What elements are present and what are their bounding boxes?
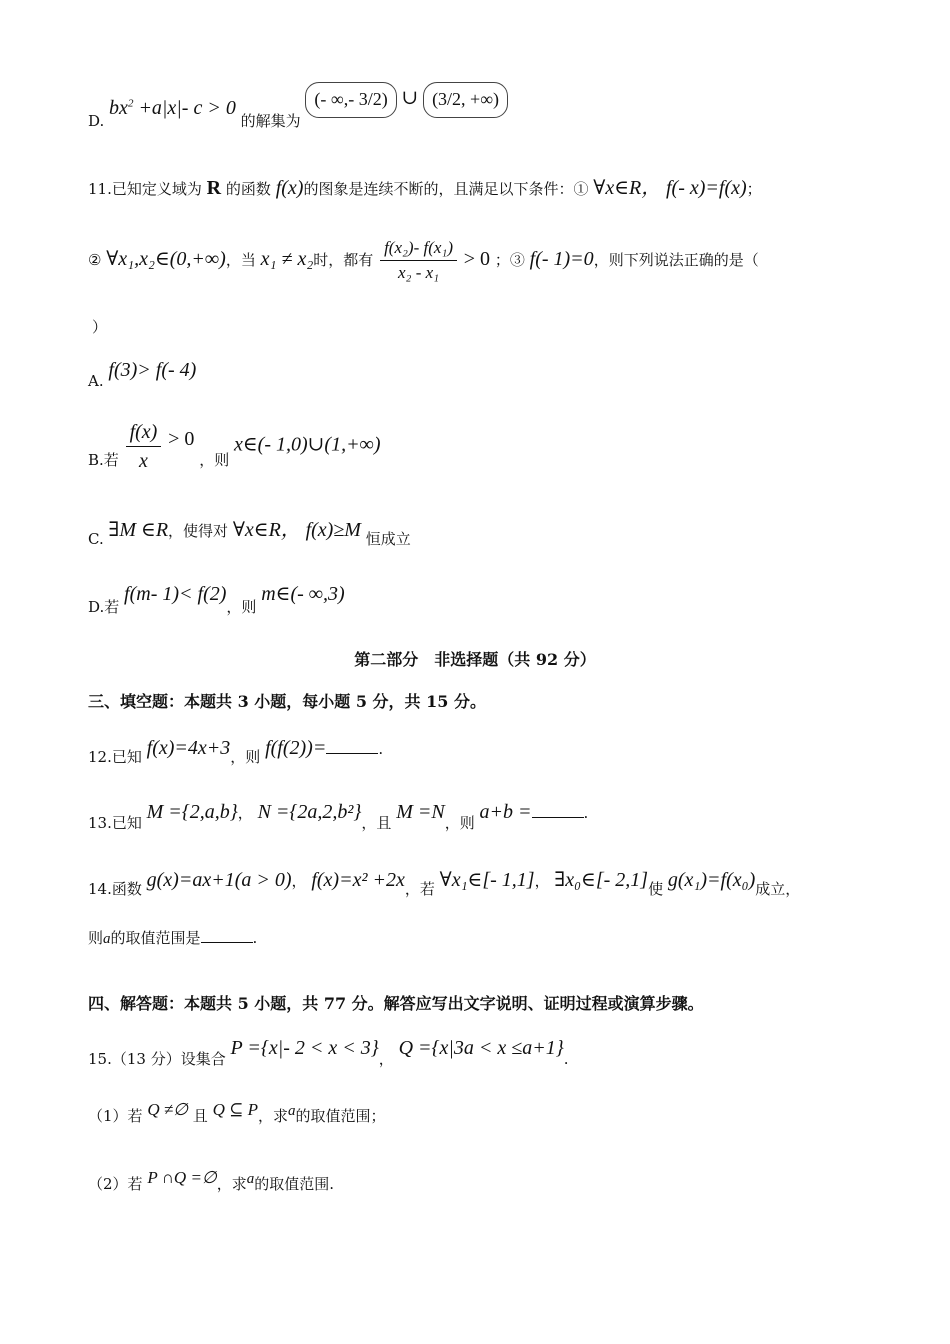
question-label: 14.函数	[88, 880, 142, 898]
math-expression: f(x)≥M	[305, 519, 361, 541]
math-expression: x∈(- 1,0)∪(1,+∞)	[233, 433, 381, 456]
math-expression: g(x₁)=f(x₀)	[667, 869, 756, 891]
text: .	[583, 804, 589, 822]
option-label: D.若	[88, 598, 120, 616]
option-label: C.	[88, 530, 104, 548]
text: ；③	[494, 250, 525, 269]
math-expression: $bx^2 +a|x|-$ c > 0	[109, 96, 236, 119]
math-g: g(x)=ax+1(a > 0)	[146, 869, 292, 891]
fraction	[380, 238, 457, 284]
text: 的解集为	[240, 111, 301, 130]
math-expression: m∈(- ∞,3)	[261, 583, 345, 605]
math-f: f(x)=x² +2x	[311, 869, 405, 891]
math-forall: ∀x₁∈[- 1,1]	[439, 869, 535, 891]
text: .	[378, 740, 384, 758]
answer-blank[interactable]	[532, 803, 584, 818]
q11-option-d	[88, 582, 345, 616]
q11-line-1	[88, 176, 762, 200]
option-label: D.	[88, 111, 105, 130]
fraction-denominator: x₂ - x₁	[398, 263, 440, 283]
math-expression: f(x)=4x+3	[146, 737, 231, 759]
math-exists: ∃x₀∈[- 2,1]	[554, 869, 649, 891]
math-cond1b: f(- x)=f(x)	[666, 177, 747, 199]
section-3-title: 三、填空题：本题共 3 小题，每小题 5 分，共 15 分。	[88, 692, 486, 711]
question-label: 15.（13 分）设集合	[88, 1050, 226, 1068]
text: ，则	[444, 814, 475, 832]
q10-option-d	[88, 82, 508, 130]
text: ，求	[216, 1175, 247, 1193]
q15	[88, 1036, 569, 1068]
question-label: 12.已知	[88, 748, 142, 766]
text: ，且	[361, 814, 392, 832]
fraction-numerator: f(x)	[126, 420, 162, 447]
text: 已知定义域为	[111, 180, 202, 198]
math-set-q: Q ={x|3a < x ≤a+1}	[398, 1037, 564, 1059]
text: 使	[648, 880, 664, 898]
q11-option-b	[88, 420, 380, 473]
text: .	[563, 1050, 569, 1068]
q14-line-1	[88, 868, 801, 898]
math-forall: ∀x∈R，	[232, 519, 301, 541]
q11-line-2	[88, 238, 759, 284]
text: .	[252, 929, 258, 947]
math-expression: a+b =	[479, 801, 532, 823]
text: 时，都有	[313, 250, 374, 269]
q11-close-paren: ）	[92, 318, 108, 336]
text: ，则下列说法正确的是（	[593, 250, 759, 269]
text: ，当	[225, 250, 256, 269]
text: ，求	[257, 1107, 288, 1125]
math-var: a	[246, 1171, 255, 1187]
text: 的取值范围.	[254, 1175, 335, 1193]
math-set-n: N ={2a,2,b²}	[257, 801, 362, 823]
math-expression: Q ⊆ P	[212, 1100, 258, 1119]
math-expression: f(f(2))=	[265, 737, 327, 759]
math-expression: Q ≠∅	[147, 1100, 188, 1119]
text: （2）若	[88, 1175, 143, 1193]
text: 的取值范围；	[295, 1107, 386, 1125]
interval-a: (- ∞,- 3/2)	[305, 82, 396, 118]
text: ，	[291, 872, 307, 890]
text: ，若	[404, 880, 435, 898]
section-4-title: 四、解答题：本题共 5 小题，共 77 分。解答应写出文字说明、证明过程或演算步骤。	[88, 994, 704, 1013]
q15-part-2	[88, 1168, 335, 1193]
math-fx: f(x)	[275, 177, 304, 199]
math-expression: M =N	[396, 801, 445, 823]
option-label: A.	[88, 372, 104, 390]
fraction-denominator: x	[139, 450, 148, 472]
text: 的取值范围是	[110, 929, 201, 947]
math-gt: > 0	[463, 247, 491, 270]
text: 的图象是连续不断的，且满足以下条件：①	[303, 180, 589, 198]
math-set-p: P ={x|- 2 < x < 3}	[230, 1037, 379, 1059]
part-2-title: 第二部分 非选择题（共 92 分）	[354, 650, 596, 669]
answer-blank[interactable]	[326, 739, 378, 754]
real-set: R	[206, 177, 222, 199]
text: ，	[237, 804, 253, 822]
math-set-m: M ={2,a,b}	[146, 801, 238, 823]
math-exists: ∃M ∈R	[108, 519, 169, 541]
math-cond2: ∀x₁,x₂∈(0,+∞)	[106, 247, 226, 270]
fraction-numerator: f(x₂)- f(x₁)	[380, 238, 457, 261]
q14-line-2	[88, 928, 257, 948]
math-cond3: f(- 1)=0	[529, 247, 594, 270]
math-var: a	[288, 1103, 296, 1119]
text: 成立，	[755, 880, 801, 898]
fraction	[126, 420, 162, 473]
q11-option-a	[88, 358, 197, 390]
text: （1）若	[88, 1107, 143, 1125]
interval-b: (3/2, +∞)	[423, 82, 508, 118]
q13	[88, 800, 589, 832]
q11-option-c	[88, 518, 411, 548]
question-number: 11.	[88, 180, 112, 198]
math-expression: f(m- 1)< f(2)	[124, 583, 227, 605]
q15-part-1	[88, 1100, 386, 1125]
text: ②	[88, 250, 102, 269]
text: ；	[746, 180, 762, 198]
option-label: B.若	[88, 450, 119, 469]
question-label: 13.已知	[88, 814, 142, 832]
math-expression: f(3)> f(- 4)	[108, 359, 197, 381]
union-symbol: ∪	[401, 86, 419, 109]
q12	[88, 736, 384, 766]
math-gt: > 0	[168, 427, 195, 450]
math-var: a	[103, 931, 111, 947]
text: ，	[534, 872, 550, 890]
text: 的函数	[225, 180, 271, 198]
math-cond1: ∀x∈R，	[593, 177, 662, 199]
text: ，则	[226, 598, 257, 616]
text: 恒成立	[365, 530, 411, 548]
math-cond2b: x₁ ≠ x₂	[260, 247, 314, 270]
text: ，使得对	[168, 522, 229, 540]
text: ，则	[230, 748, 261, 766]
text: ，则	[199, 450, 230, 469]
text: ，	[378, 1050, 394, 1068]
text: 且	[192, 1107, 208, 1125]
math-expression: P ∩Q =∅	[147, 1168, 217, 1187]
answer-blank[interactable]	[201, 928, 253, 943]
text: 则	[88, 929, 104, 947]
